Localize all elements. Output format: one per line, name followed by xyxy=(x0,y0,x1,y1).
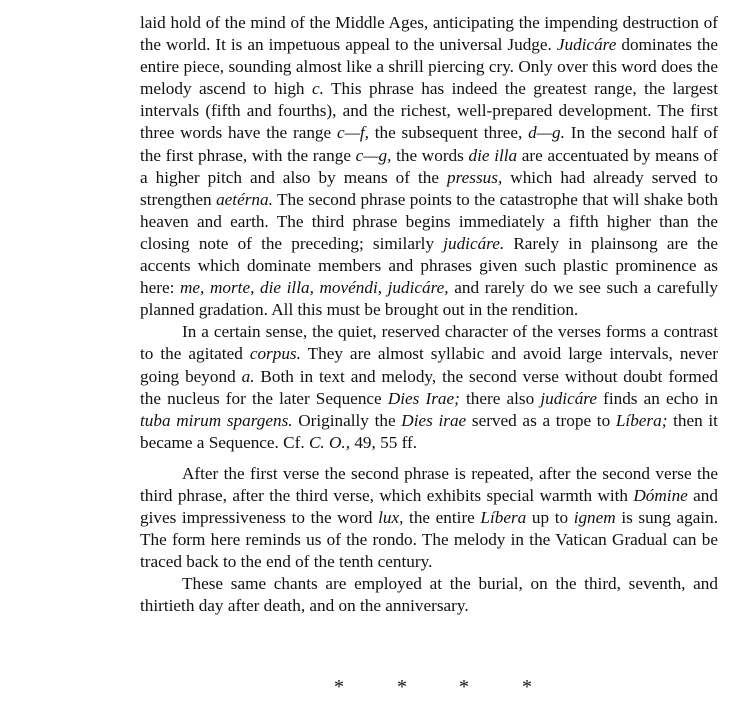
text-run: Originally the xyxy=(292,410,402,430)
italic-text: pressus, xyxy=(447,167,503,187)
paragraph xyxy=(140,573,718,617)
text-run: are accentuated by means of a higher pitch and also by means of the xyxy=(140,145,719,187)
italic-text: judicáre xyxy=(540,388,597,408)
italic-text: judicáre. xyxy=(443,233,505,253)
text-run: the entire xyxy=(403,508,481,528)
text-run: and rarely do we see such a carefully planned gradation. All this must be brought out in the rendition. xyxy=(140,278,718,320)
text-run: The second phrase points to the catastrophe that will shake both heaven and earth. The third phrase begins immediately a fifth higher than the closing note of the preceding; similarly xyxy=(140,189,718,253)
text-run: This phrase has indeed the greatest range, the largest intervals (fifth and fourths), and the richest, well-prepared development. The first three words have the range xyxy=(140,79,719,143)
text-run: finds an echo in xyxy=(596,388,718,408)
separator-asterisk: * xyxy=(334,676,344,698)
italic-text: die illa xyxy=(468,145,518,165)
italic-text: a. xyxy=(241,366,255,386)
paragraph xyxy=(140,12,718,321)
text-run: 49, 55 ff. xyxy=(350,432,418,452)
paragraph xyxy=(140,321,718,454)
text-run: and gives impressiveness to the word xyxy=(140,485,718,528)
text-run: They are almost syllabic and avoid large intervals, never going beyond xyxy=(140,344,718,386)
italic-text: Líbera; xyxy=(615,410,668,430)
italic-text: Líbera xyxy=(480,508,527,528)
italic-text: ignem xyxy=(573,508,616,528)
italic-text: C. O., xyxy=(308,432,351,452)
text-run: These same chants are employed at the burial, on the third, seventh, and thirtieth day after death, and on the anniversary. xyxy=(140,574,718,616)
italic-text: tuba mirum spargens. xyxy=(140,410,293,430)
italic-text: aetérna. xyxy=(216,189,273,209)
italic-text: Dies Irae; xyxy=(387,388,460,408)
text-run: Rarely in plainsong are the accents which dominate members and phrases given such plastic prominence as here: xyxy=(140,233,718,298)
italic-text: lux, xyxy=(378,508,404,528)
text-run: which had already served to strengthen xyxy=(140,167,718,209)
text-run: up to xyxy=(526,508,574,528)
text-run: In a certain sense, the quiet, reserved character of the verses forms a contrast to the agitated xyxy=(140,322,718,364)
italic-text: corpus. xyxy=(249,344,301,364)
text-run: laid hold of the mind of the Middle Ages, anticipating the impending destruction of the world. It is an impetuous appeal to the universal Judge. xyxy=(140,13,718,55)
text-run: After the first verse the second phrase is repeated, after the second verse the third phrase, after the third verse, which exhibits special warmth with xyxy=(140,463,718,505)
text-run: dominates the entire piece, sounding almost like a shrill piercing cry. Only over this word does the melody ascend to high xyxy=(140,35,718,99)
text-run: the subsequent three, xyxy=(368,123,529,143)
text-run: is sung again. The form here reminds us of the rondo. The melody in the Vatican Gradual can be traced back to the end of the tenth century. xyxy=(140,508,719,572)
paragraph xyxy=(140,463,718,573)
italic-text: d—g. xyxy=(528,123,565,143)
italic-text: c—f, xyxy=(336,123,369,143)
separator-asterisk: * xyxy=(522,676,532,698)
text-run: In the second half of the first phrase, with the range xyxy=(140,123,718,165)
text-run: Both in text and melody, the second verse without doubt formed the nucleus for the later Sequence xyxy=(140,366,718,408)
text-run: the words xyxy=(391,145,469,165)
text-run: there also xyxy=(459,388,541,408)
italic-text: Judicáre xyxy=(556,35,617,55)
text-run: served as a trope to xyxy=(466,410,616,430)
italic-text: me, morte, die illa, movéndi, judicáre, xyxy=(180,278,449,298)
separator-asterisk: * xyxy=(459,676,469,698)
italic-text: c. xyxy=(311,79,324,99)
page-body xyxy=(140,12,718,618)
italic-text: c—g, xyxy=(355,145,392,165)
separator-asterisk: * xyxy=(397,676,407,698)
italic-text: Dies irae xyxy=(401,410,467,430)
text-run: then it became a Sequence. Cf. xyxy=(140,410,718,452)
italic-text: Dómine xyxy=(633,485,688,505)
